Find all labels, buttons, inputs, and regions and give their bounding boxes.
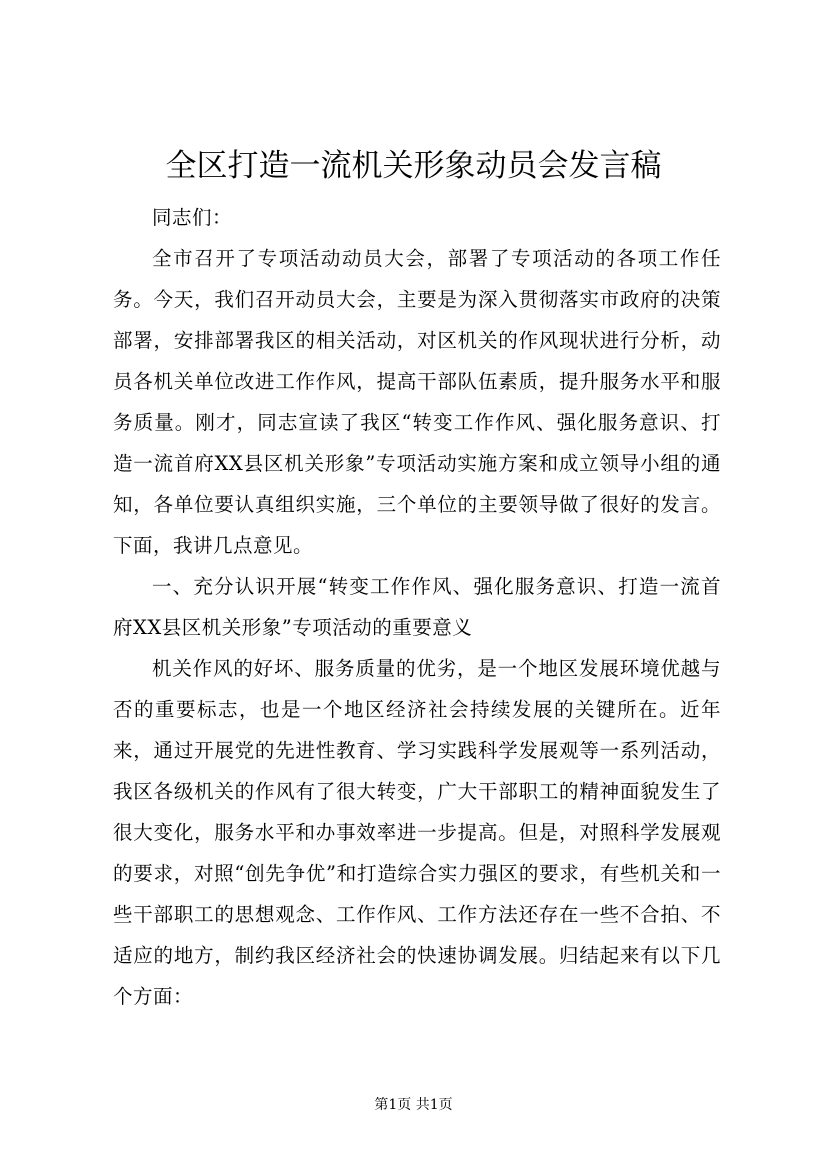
- paragraph-section-1: 机关作风的好坏、服务质量的优劣，是一个地区发展环境优越与否的重要标志，也是一个地区经济社会持续发展的关键所在。近年来，通过开展党的先进性教育、学习实践科学发展观等一系列活动，我区各级机关的作风有了很大转变，广大干部职工的精神面貌发生了很大变化，服务水平和办事效率进一步提高。但是，对照科学发展观的要求，对照“创先争优”和打造综合实力强区的要求，有些机关和一些干部职工的思想观念、工作作风、工作方法还存在一些不合拍、不适应的地方，制约我区经济社会的快速协调发展。归结起来有以下几个方面：: [113, 657, 721, 1008]
- document-title: 全区打造一流机关形象动员会发言稿: [165, 148, 662, 184]
- document-body: [113, 197, 721, 1017]
- paragraph-intro: 全市召开了专项活动动员大会，部署了专项活动的各项工作任务。今天，我们召开动员大会，主要是为深入贯彻落实市政府的决策部署，安排部署我区的相关活动，对区机关的作风现状进行分析，动员各机关单位改进工作作风，提高干部队伍素质，提升服务水平和服务质量。刚才，同志宣读了我区“转变工作作风、强化服务意识、打造一流首府XX县区机关形象”专项活动实施方案和成立领导小组的通知，各单位要认真组织实施，三个单位的主要领导做了很好的发言。下面，我讲几点意见。: [113, 247, 721, 557]
- salutation: 同志们：: [152, 206, 233, 229]
- section-heading-1: 一、充分认识开展“转变工作作风、强化服务意识、打造一流首府XX县区机关形象”专项活动的重要意义: [113, 575, 721, 639]
- page-footer: 第1页 共1页: [374, 1097, 453, 1113]
